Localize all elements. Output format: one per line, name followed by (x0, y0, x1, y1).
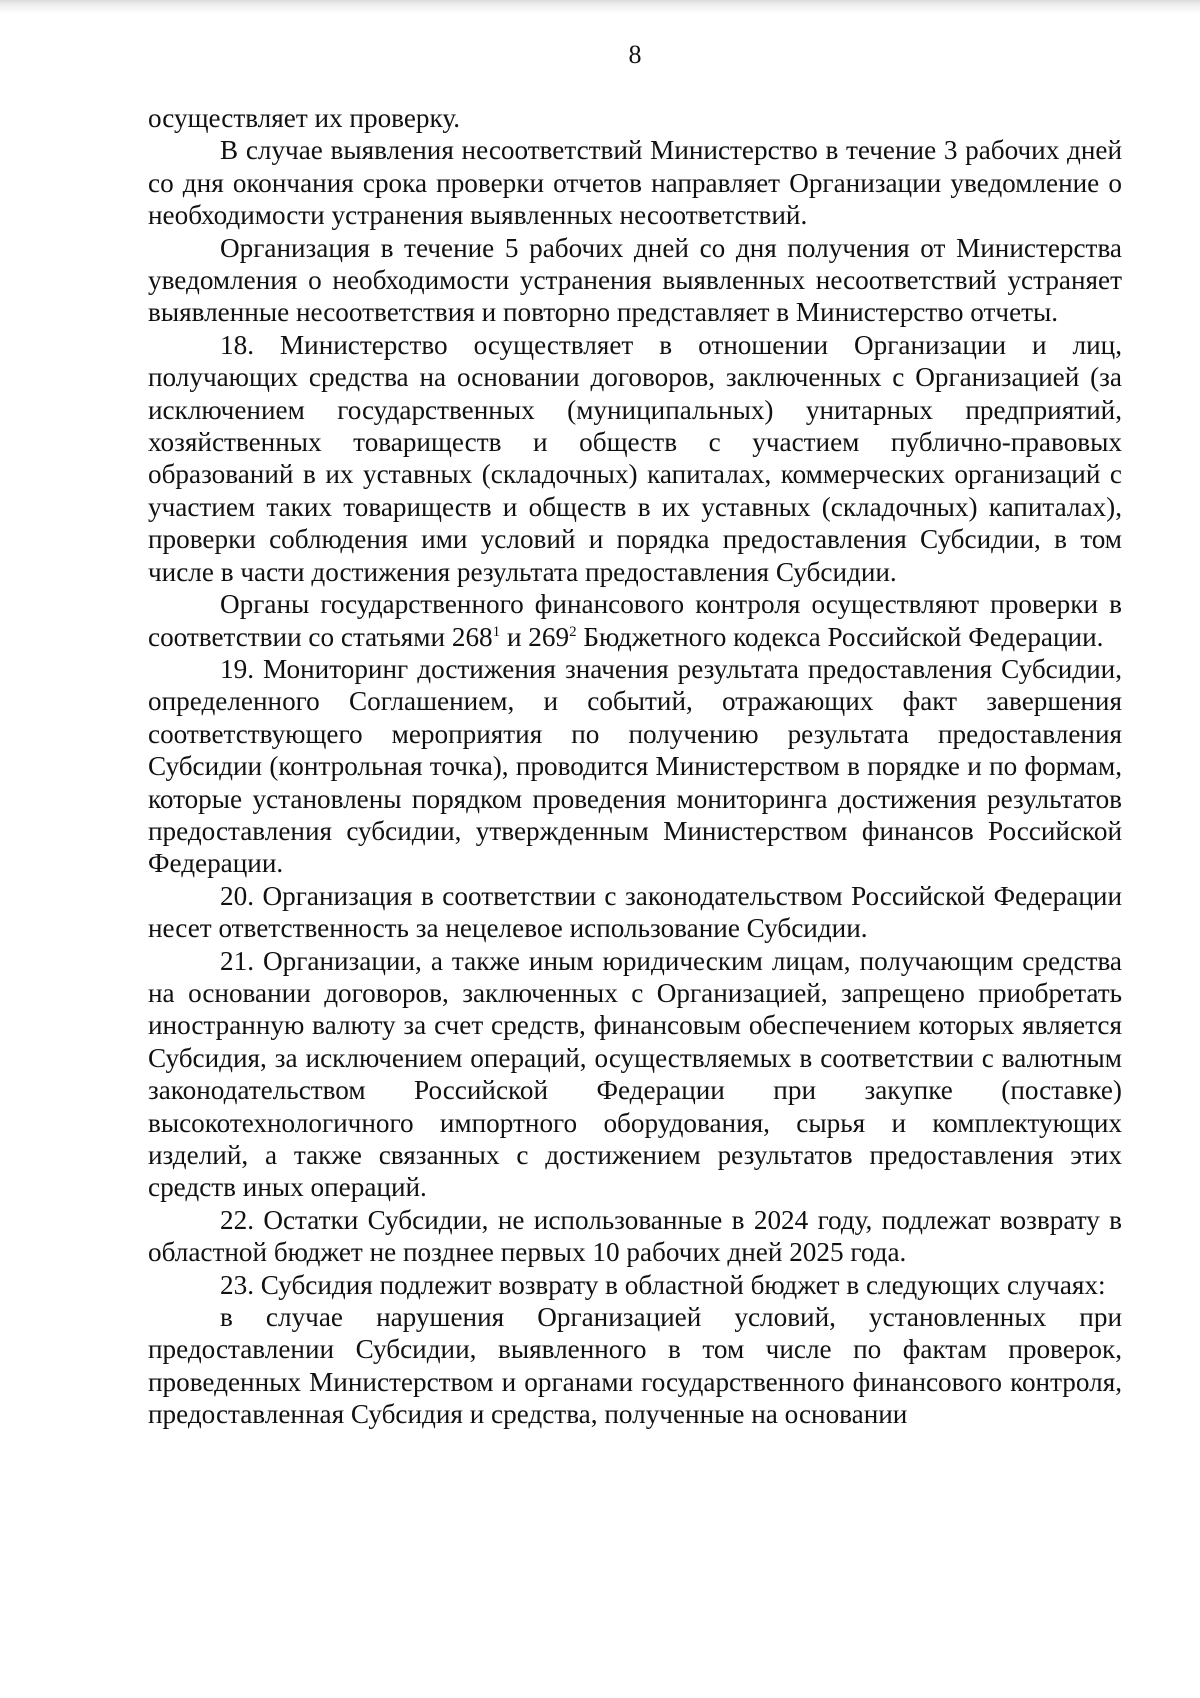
paragraph-22-remainders: 22. Остатки Субсидии, не использованные в 2024 году, подлежат возврату в областной бюджет не позднее первых 10 рабочих дней 2025 года. (148, 1204, 1122, 1268)
financial-control-text-start: Органы государственного финансового контроля осуществляют проверки в соответствии со статьями 268 (148, 589, 1122, 652)
paragraph-correction-period: Организация в течение 5 рабочих дней со дня получения от Министерства уведомления о необходимости устранения выявленных несоответствий устраняет выявленные несоответствия и повторно представляет в Министерство отчеты. (148, 232, 1122, 328)
paragraph-nonconformity-notice: В случае выявления несоответствий Министерство в течение 3 рабочих дней со дня окончания срока проверки отчетов направляет Организации уведомление о необходимости устранения выявленных несоответствий. (148, 135, 1122, 231)
paragraph-21-currency: 21. Организации, а также иным юридическим лицам, получающим средства на основании договоров, заключенных с Организацией, запрещено приобретать иностранную валюту за счет средств, финансовым обеспечением которых является Субсидия, за исключением операций, осуществляемых в соответствии с валютным законодательством Российской Федерации при закупке (поставке) высокотехнологичного импортного оборудования, сырья и комплектующих изделий, а также связанных с достижением результатов предоставления этих средств иных операций. (148, 945, 1122, 1203)
page-number: 8 (628, 40, 642, 69)
article-superscript-1: 1 (492, 623, 501, 640)
paragraph-19-monitoring: 19. Мониторинг достижения значения результата предоставления Субсидии, определенного Соглашением, и событий, отражающих факт завершения соответствующего мероприятия по получению результата предоставления Субсидии (контрольная точка), проводится Министерством в порядке и по формам, которые установлены порядком проведения мониторинга достижения результатов предоставления субсидии, утвержденным Министерством финансов Российской Федерации. (148, 653, 1122, 879)
paragraph-financial-control (148, 588, 1122, 653)
financial-control-text-middle: и 269 (500, 621, 570, 652)
financial-control-text-end: Бюджетного кодекса Российской Федерации. (576, 621, 1104, 652)
paragraph-violation-case: в случае нарушения Организацией условий, установленных при предоставлении Субсидии, выявленного в том числе по фактам проверок, проведенных Министерством и органами государственного финансового контроля, предоставленная Субсидия и средства, полученные на основании (148, 1302, 1122, 1430)
paragraph-18-inspections: 18. Министерство осуществляет в отношении Организации и лиц, получающих средства на основании договоров, заключенных с Организацией (за исключением государственных (муниципальных) унитарных предприятий, хозяйственных товариществ и обществ с участием публично-правовых образований в их уставных (складочных) капиталах, коммерческих организаций с участием таких товариществ и обществ в их уставных (складочных) капиталах), проверки соблюдения ими условий и порядка предоставления Субсидии, в том числе в части достижения результата предоставления Субсидии. (148, 329, 1122, 587)
document-page (148, 40, 1122, 1660)
scan-edge (0, 0, 1200, 14)
paragraph-continuation: осуществляет их проверку. (148, 103, 461, 133)
document-body (148, 102, 1122, 1431)
paragraph-23-refund: 23. Субсидия подлежит возврату в областной бюджет в следующих случаях: (220, 1269, 1106, 1300)
paragraph-20-responsibility: 20. Организация в соответствии с законодательством Российской Федерации несет ответственность за нецелевое использование Субсидии. (148, 880, 1122, 944)
article-superscript-2: 2 (569, 623, 577, 640)
